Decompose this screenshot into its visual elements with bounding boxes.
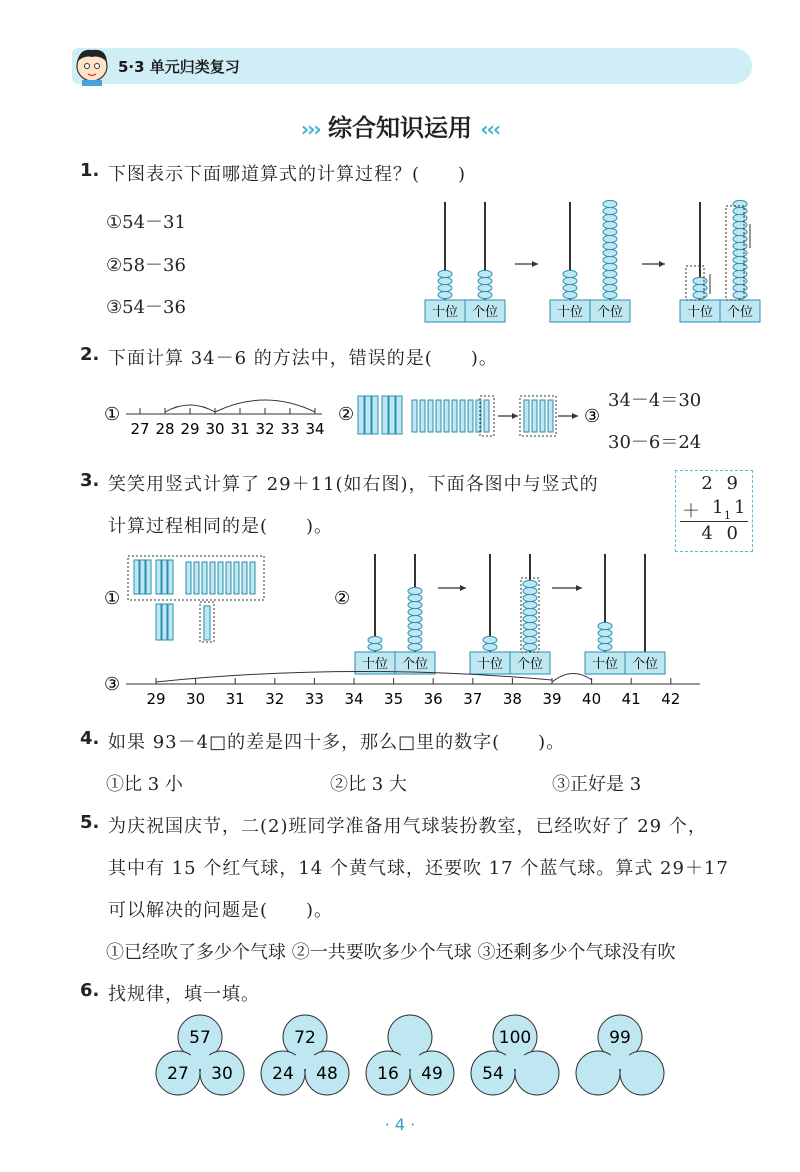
q3-vertical-line	[680, 521, 748, 522]
q1-abacus-3-bead-ones	[733, 284, 747, 291]
q4-number: 4.	[80, 728, 100, 749]
q2-single-stick	[484, 400, 489, 432]
q3-vertical-calc	[675, 470, 753, 552]
q3-numberline-label: 31	[225, 690, 245, 708]
q6-left-value: 54	[482, 1064, 504, 1084]
q3-abacus-2-bead-ones	[523, 629, 537, 636]
q1-abacus-figure	[420, 198, 760, 330]
q1-abacus-2-bead-ones	[603, 214, 617, 221]
q6-clover-1	[156, 1015, 244, 1095]
q1-abacus-3-bead-tens	[693, 284, 707, 291]
q3-vertical-result: 4 0	[701, 523, 742, 544]
q3-single-stick	[210, 562, 215, 594]
q1-abacus-2-bead-tens	[563, 284, 577, 291]
q1-abacus-2-bead-ones	[603, 228, 617, 235]
q3-numberline-label: 40	[582, 690, 602, 708]
q4-option-1: ①比 3 小	[106, 774, 183, 795]
q1-abacus-3-bead-ones	[733, 263, 747, 270]
q3-abacus-2-bead-ones	[523, 622, 537, 629]
q3-ten-bundle	[140, 560, 145, 594]
q2-number: 2.	[80, 344, 100, 365]
q6-top-value: 100	[498, 1028, 532, 1048]
q6-leaf-center	[505, 1049, 525, 1069]
q3-abacus-2-bead-ones	[523, 601, 537, 608]
section-title-text: 综合知识运用	[328, 114, 472, 142]
q2-single-stick	[460, 400, 465, 432]
q6-left-value: 27	[167, 1064, 189, 1084]
q1-abacus-3-bead-tens	[693, 277, 707, 284]
q6-right-value: 30	[211, 1064, 233, 1084]
q1-abacus-3-bead-tens	[693, 291, 707, 298]
q3-single-stick	[226, 562, 231, 594]
q1-abacus-1-label-tens: 十位	[431, 305, 459, 320]
q2-single-stick	[428, 400, 433, 432]
q3-abacus-1-bead-ones	[408, 587, 422, 594]
q6-leaf-center	[190, 1049, 210, 1069]
q3-abacus-1-bead-ones	[408, 608, 422, 615]
q3-numberline-label: 42	[661, 690, 681, 708]
q5-line3: 可以解决的问题是( )。	[108, 900, 334, 921]
q3-abacus-1-label-ones: 个位	[401, 657, 429, 672]
q1-abacus-2-bead-ones	[603, 221, 617, 228]
q2-arrow-1-head	[512, 413, 518, 419]
q3-single-stick	[218, 562, 223, 594]
q3-single-stick	[186, 562, 191, 594]
q3-ten-bundle	[146, 560, 151, 594]
q3-ten-bundle	[162, 560, 167, 594]
q6-clover-4	[471, 1015, 559, 1095]
q1-option-3: ③54－36	[106, 297, 186, 318]
q3-numberline-label: 33	[304, 690, 324, 708]
q3-numberline-label: 37	[463, 690, 483, 708]
q6-clover-2	[261, 1015, 349, 1095]
q2-single-stick	[468, 400, 473, 432]
q3-abacus-3-label-ones: 个位	[631, 657, 659, 672]
q1-abacus-1-bead-tens	[438, 291, 452, 298]
boy-mascot-icon	[70, 42, 114, 86]
q1-abacus-1-bead-tens	[438, 284, 452, 291]
q3-figure	[100, 548, 700, 672]
q2-numberline-label: 32	[255, 420, 275, 438]
q1-abacus-2-label-ones: 个位	[596, 305, 624, 320]
q1-abacus-3-bead-ones	[733, 270, 747, 277]
q2-opt3-mark: ③	[584, 406, 601, 427]
q3-single-stick	[234, 562, 239, 594]
q3-numberline-label: 34	[344, 690, 364, 708]
q5-line2: 其中有 15 个红气球，14 个黄气球，还要吹 17 个蓝气球。算式 29＋17	[108, 858, 729, 879]
q6-top-value: 99	[609, 1028, 631, 1048]
q6-top-value: 72	[294, 1028, 316, 1048]
q2-ten-bundle	[358, 396, 364, 434]
q1-abacus-2-bead-ones	[603, 200, 617, 207]
q1-text: 下图表示下面哪道算式的计算过程？( )	[108, 164, 467, 185]
left-arrows-icon: ›››	[300, 117, 320, 141]
q1-abacus-3-label-tens: 十位	[686, 305, 714, 320]
q1-abacus-2-bead-ones	[603, 242, 617, 249]
q2-numberline-label: 27	[130, 420, 150, 438]
q1-abacus-3-bead-ones	[733, 242, 747, 249]
q1-abacus-1-bead-tens	[438, 270, 452, 277]
q6-clover-3	[366, 1015, 454, 1095]
q3-single-stick-lower	[204, 606, 210, 640]
q3-vertical-second-ones: 1	[734, 497, 746, 518]
q3-opt1-mark: ①	[104, 588, 121, 609]
q6-leaf-center	[400, 1049, 420, 1069]
q3-abacus-2-bead-ones	[523, 594, 537, 601]
q3-vertical-second-tens: 1	[712, 497, 724, 518]
q1-abacus-2-label-tens: 十位	[556, 305, 584, 320]
q3-number-line	[100, 664, 720, 714]
q6-left-value: 16	[377, 1064, 399, 1084]
q1-abacus-2-bead-tens	[563, 277, 577, 284]
q1-abacus-3-bead-ones	[733, 228, 747, 235]
q3-single-stick	[250, 562, 255, 594]
q3-vertical-plus: ＋	[682, 501, 700, 522]
q1-number: 1.	[80, 160, 100, 181]
q1-abacus-1-bead-ones	[478, 270, 492, 277]
q3-abacus-1-bead-ones	[408, 622, 422, 629]
q2-ten-bundle	[396, 396, 402, 434]
q2-numberline-label: 29	[180, 420, 200, 438]
q1-abacus-3-bead-ones	[733, 235, 747, 242]
q3-numberline-label: 29	[146, 690, 166, 708]
q3-abacus-1-bead-ones	[408, 629, 422, 636]
q1-abacus-3-bead-ones	[733, 221, 747, 228]
q6-number: 6.	[80, 980, 100, 1001]
q3-ten-bundle	[168, 560, 173, 594]
q6-right-value: 49	[421, 1064, 443, 1084]
q1-abacus-3-bead-ones	[733, 256, 747, 263]
q1-abacus-3-bead-ones	[733, 291, 747, 298]
right-arrows-icon: ‹‹‹	[480, 117, 500, 141]
q1-abacus-3-bead-ones	[733, 249, 747, 256]
q2-numberline-label: 28	[155, 420, 175, 438]
q1-abacus-2-bead-ones	[603, 270, 617, 277]
q3-abacus-2-bead-tens	[483, 636, 497, 643]
q1-abacus-2-bead-ones	[603, 249, 617, 256]
q3-abacus-1-bead-ones	[408, 601, 422, 608]
q3-text-line1: 笑笑用竖式计算了 29＋11(如右图)，下面各图中与竖式的	[108, 474, 599, 495]
q2-numberline-label: 31	[230, 420, 250, 438]
q6-top-value: 57	[189, 1028, 211, 1048]
q2-single-stick	[436, 400, 441, 432]
q6-right-value: 48	[316, 1064, 338, 1084]
q1-abacus-2-bead-ones	[603, 263, 617, 270]
q3-vertical-top: 2 9	[701, 473, 742, 494]
q3-numberline-label: 30	[186, 690, 206, 708]
q6-clover-5	[576, 1015, 664, 1095]
header-title: 5·3 单元归类复习	[118, 58, 240, 76]
q3-abacus-1-bead-ones	[408, 643, 422, 650]
q2-ten-bundle	[382, 396, 388, 434]
q1-abacus-2-bead-tens	[563, 291, 577, 298]
q3-numberline-label: 39	[542, 690, 562, 708]
q3-opt2-mark: ②	[334, 588, 351, 609]
q2-single-stick	[412, 400, 417, 432]
q1-abacus-3-label-ones: 个位	[726, 305, 754, 320]
q2-remaining-stick	[532, 400, 537, 432]
q3-arrow-2-head	[576, 585, 582, 591]
q4-option-2: ②比 3 大	[330, 774, 407, 795]
q2-numberline-label: 33	[280, 420, 300, 438]
q5-number: 5.	[80, 812, 100, 833]
q3-abacus-1-bead-ones	[408, 636, 422, 643]
q1-abacus-2-bead-tens	[563, 270, 577, 277]
q1-abacus-1-bead-ones	[478, 291, 492, 298]
q3-opt3-mark: ③	[104, 674, 121, 695]
q3-numberline-label: 32	[265, 690, 285, 708]
q1-abacus-2-bead-ones	[603, 291, 617, 298]
q3-ten-bundle	[156, 560, 161, 594]
q1-abacus-3-bead-ones	[733, 214, 747, 221]
q3-numberline-label: 38	[502, 690, 522, 708]
q3-abacus-2-bead-ones	[523, 643, 537, 650]
q6-leaf-center	[295, 1049, 315, 1069]
q2-ten-bundle	[389, 396, 395, 434]
page-number: · 4 ·	[384, 1115, 416, 1134]
q1-abacus-1-bead-ones	[478, 284, 492, 291]
q3-abacus-3-bead-tens	[598, 622, 612, 629]
q2-single-stick	[452, 400, 457, 432]
q3-abacus-2-bead-ones	[523, 615, 537, 622]
q3-single-stick	[202, 562, 207, 594]
q3-vertical-carry: 1	[724, 509, 731, 522]
q6-leaf-center	[610, 1049, 630, 1069]
q1-abacus-2-bead-ones	[603, 207, 617, 214]
q3-ten-bundle-lower	[168, 604, 173, 640]
q3-abacus-3-label-tens: 十位	[591, 657, 619, 672]
q1-arrow-2-head	[659, 261, 665, 267]
q2-single-stick	[420, 400, 425, 432]
q3-numberline-label: 36	[423, 690, 443, 708]
q1-abacus-2-bead-ones	[603, 277, 617, 284]
q5-line1: 为庆祝国庆节，二(2)班同学准备用气球装扮教室，已经吹好了 29 个，	[108, 816, 707, 837]
q2-opt2-mark: ②	[338, 404, 355, 425]
q2-numberline-label: 34	[305, 420, 325, 438]
q6-clovers	[160, 1015, 700, 1105]
q2-single-stick	[444, 400, 449, 432]
q3-number: 3.	[80, 470, 100, 491]
q3-ten-bundle-lower	[162, 604, 167, 640]
q3-ten-bundle-lower	[156, 604, 161, 640]
q3-abacus-1-bead-tens	[368, 636, 382, 643]
q2-numberline-label: 30	[205, 420, 225, 438]
q3-abacus-1-bead-tens	[368, 643, 382, 650]
q2-equation-2: 30－6＝24	[608, 432, 702, 453]
q2-ten-bundle	[365, 396, 371, 434]
q1-option-2: ②58－36	[106, 255, 186, 276]
q5-options: ①已经吹了多少个气球 ②一共要吹多少个气球 ③还剩多少个气球没有吹	[106, 942, 676, 963]
q3-abacus-2-label-tens: 十位	[476, 657, 504, 672]
q3-abacus-3-bead-tens	[598, 636, 612, 643]
q2-ten-bundle	[372, 396, 378, 434]
q1-abacus-2-bead-ones	[603, 284, 617, 291]
q1-abacus-1-label-ones: 个位	[471, 305, 499, 320]
q3-abacus-2-label-ones: 个位	[516, 657, 544, 672]
q3-abacus-2-bead-tens	[483, 643, 497, 650]
q3-ten-bundle	[134, 560, 139, 594]
q3-abacus-3-bead-tens	[598, 643, 612, 650]
q1-abacus-1-bead-tens	[438, 277, 452, 284]
q3-abacus-1-bead-ones	[408, 594, 422, 601]
section-title	[0, 108, 800, 143]
q2-text: 下面计算 34－6 的方法中，错误的是( )。	[108, 348, 498, 369]
q3-numberline-label: 41	[621, 690, 641, 708]
q1-option-1: ①54－31	[106, 212, 186, 233]
q6-text: 找规律，填一填。	[108, 984, 260, 1005]
q3-numberline-label: 35	[384, 690, 404, 708]
q3-arrow-1-head	[460, 585, 466, 591]
q1-abacus-3-bead-ones	[733, 277, 747, 284]
q1-abacus-1-bead-ones	[478, 277, 492, 284]
q1-abacus-3-bead-ones	[733, 200, 747, 207]
q2-remaining-stick	[548, 400, 553, 432]
q3-text-line2: 计算过程相同的是( )。	[108, 516, 334, 537]
q2-arrow-2-head	[572, 413, 578, 419]
q1-abacus-2-bead-ones	[603, 256, 617, 263]
q4-option-3: ③正好是 3	[552, 774, 642, 795]
q1-abacus-2-bead-ones	[603, 235, 617, 242]
q6-left-value: 24	[272, 1064, 294, 1084]
q1-arrow-1-head	[532, 261, 538, 267]
q2-remaining-stick	[540, 400, 545, 432]
q3-abacus-2-bead-ones	[523, 580, 537, 587]
q2-remaining-stick	[524, 400, 529, 432]
q3-single-stick	[194, 562, 199, 594]
q4-text: 如果 93－4□的差是四十多，那么□里的数字( )。	[108, 732, 566, 753]
q2-opt1-mark: ①	[104, 404, 121, 425]
q3-abacus-1-bead-ones	[408, 615, 422, 622]
q3-abacus-1-label-tens: 十位	[361, 657, 389, 672]
q3-abacus-2-bead-ones	[523, 587, 537, 594]
q3-single-stick	[242, 562, 247, 594]
q3-abacus-3-bead-tens	[598, 629, 612, 636]
q3-abacus-2-bead-ones	[523, 636, 537, 643]
q3-numberline-arc-2	[552, 673, 592, 682]
q1-abacus-3-bead-ones	[733, 207, 747, 214]
q3-abacus-2-bead-ones	[523, 608, 537, 615]
q2-equation-1: 34－4＝30	[608, 390, 702, 411]
